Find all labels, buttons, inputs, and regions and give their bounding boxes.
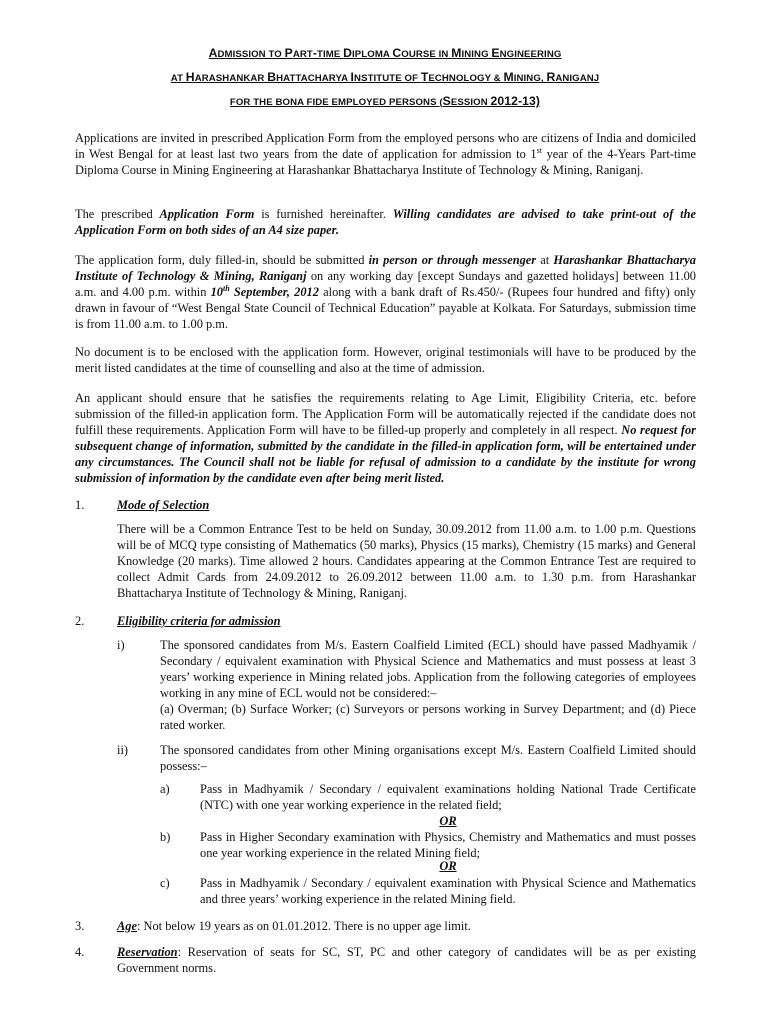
- eligibility-item-ii: The sponsored candidates from other Mining organisations except M/s. Eastern Coalfield Limited should possess:–: [160, 743, 696, 773]
- title-line-1: ADMISSION TO PART-TIME DIPLOMA COURSE IN MINING ENGINEERING: [208, 46, 562, 60]
- item-label: i): [117, 638, 125, 652]
- age-section: Age: Not below 19 years as on 01.01.2012. There is no upper age limit.: [117, 919, 471, 933]
- eligibility-option-c: Pass in Madhyamik / Secondary / equivalent examination with Physical Science and Mathematics and three years’ working experience in the related Mining field.: [200, 876, 696, 906]
- mode-of-selection-text: There will be a Common Entrance Test to be held on Sunday, 30.09.2012 from 11.00 a.m. to 1.00 p.m. Questions will be of MCQ type consisting of Mathematics (50 marks), Physics (15 marks), Chemistry (15 marks) and General Knowledge (20 marks). Time allowed 2 hours. Candidates appearing at the Common Entrance Test are required to collect Admit Cards from 24.09.2012 to 26.09.2012 between 11.00 a.m. to 1.30 p.m. from Harashankar Bhattacharya Institute of Technology & Mining, Raniganj.: [117, 522, 696, 600]
- section-number: 1.: [75, 498, 85, 512]
- sub-item-label: a): [160, 782, 170, 796]
- documents-paragraph: No document is to be enclosed with the application form. However, original testimonials will have to be produced by the merit listed candidates at the time of counselling and also at the time of admission.: [75, 345, 696, 375]
- section-heading-mode-of-selection: Mode of Selection: [117, 498, 210, 512]
- section-number: 4.: [75, 945, 85, 959]
- title-line-3: FOR THE BONA FIDE EMPLOYED PERSONS (SESSION 2012-13): [229, 94, 541, 108]
- reservation-section: Reservation: Reservation of seats for SC, ST, PC and other category of candidates will be as per existing Government norms.: [117, 945, 696, 975]
- sub-item-label: b): [160, 830, 171, 844]
- section-number: 2.: [75, 614, 85, 628]
- item-label: ii): [117, 743, 129, 757]
- or-separator: OR: [439, 859, 457, 873]
- section-heading-eligibility: Eligibility criteria for admission: [117, 614, 281, 628]
- sub-item-label: c): [160, 876, 170, 890]
- intro-paragraph: Applications are invited in prescribed Application Form from the employed persons who are citizens of India and domiciled in West Bengal for at least last two years from the date of application for admission to 1st year of the 4-Years Part-time Diploma Course in Mining Engineering at Harashankar Bhattacharya Institute of Technology & Mining, Raniganj.: [75, 131, 696, 177]
- title-line-2: AT HARASHANKAR BHATTACHARYA INSTITUTE OF TECHNOLOGY & MINING, RANIGANJ: [170, 70, 600, 84]
- eligibility-item-i: The sponsored candidates from M/s. Eastern Coalfield Limited (ECL) should have passed Madhyamik / Secondary / equivalent examination with Physical Science and Mathematics and must possess at least 3 years’ working experience in Mining related jobs. Application from the following categories of employees working in any mine of ECL would not be considered:– (a) Overman; (b) Surface Worker; (c) Surveyors or persons working in Survey Department; and (d) Piece rated worker.: [160, 638, 696, 732]
- or-separator: OR: [439, 814, 457, 828]
- requirements-paragraph: An applicant should ensure that he satisfies the requirements relating to Age Limit, Eligibility Criteria, etc. before submission of the filled-in application form. The Application Form will be automatically rejected if the candidate does not fulfill these requirements. Application Form will have to be filled-up properly and completely in all respect. No request for subsequent change of information, submitted by the candidate in the filled-in application form, will be entertained under any circumstances. The Council shall not be liable for refusal of admission to a candidate by the institute for wrong submission of information by the candidate even after being merit listed.: [75, 391, 697, 485]
- application-form-paragraph: The prescribed Application Form is furnished hereinafter. Willing candidates are advised to take print-out of the Application Form on both sides of an A4 size paper.: [75, 207, 696, 237]
- eligibility-option-b: Pass in Higher Secondary examination with Physics, Chemistry and Mathematics and must posses one year working experience in the related Mining field;: [200, 830, 696, 860]
- submission-paragraph: The application form, duly filled-in, should be submitted in person or through messenger at Harashankar Bhattacharya Institute of Technology & Mining, Raniganj on any working day [except Sundays and gazetted holidays] between 11.00 a.m. and 4.00 p.m. within 10th September, 2012 along with a bank draft of Rs.450/- (Rupees four hundred and fifty) only drawn in favour of “West Bengal State Council of Technical Education” payable at Kolkata. For Saturdays, submission time is from 11.00 a.m. to 1.00 p.m.: [75, 253, 696, 331]
- eligibility-option-a: Pass in Madhyamik / Secondary / equivalent examinations holding National Trade Certificate (NTC) with one year working experience in the related field;: [200, 782, 696, 812]
- section-number: 3.: [75, 919, 85, 933]
